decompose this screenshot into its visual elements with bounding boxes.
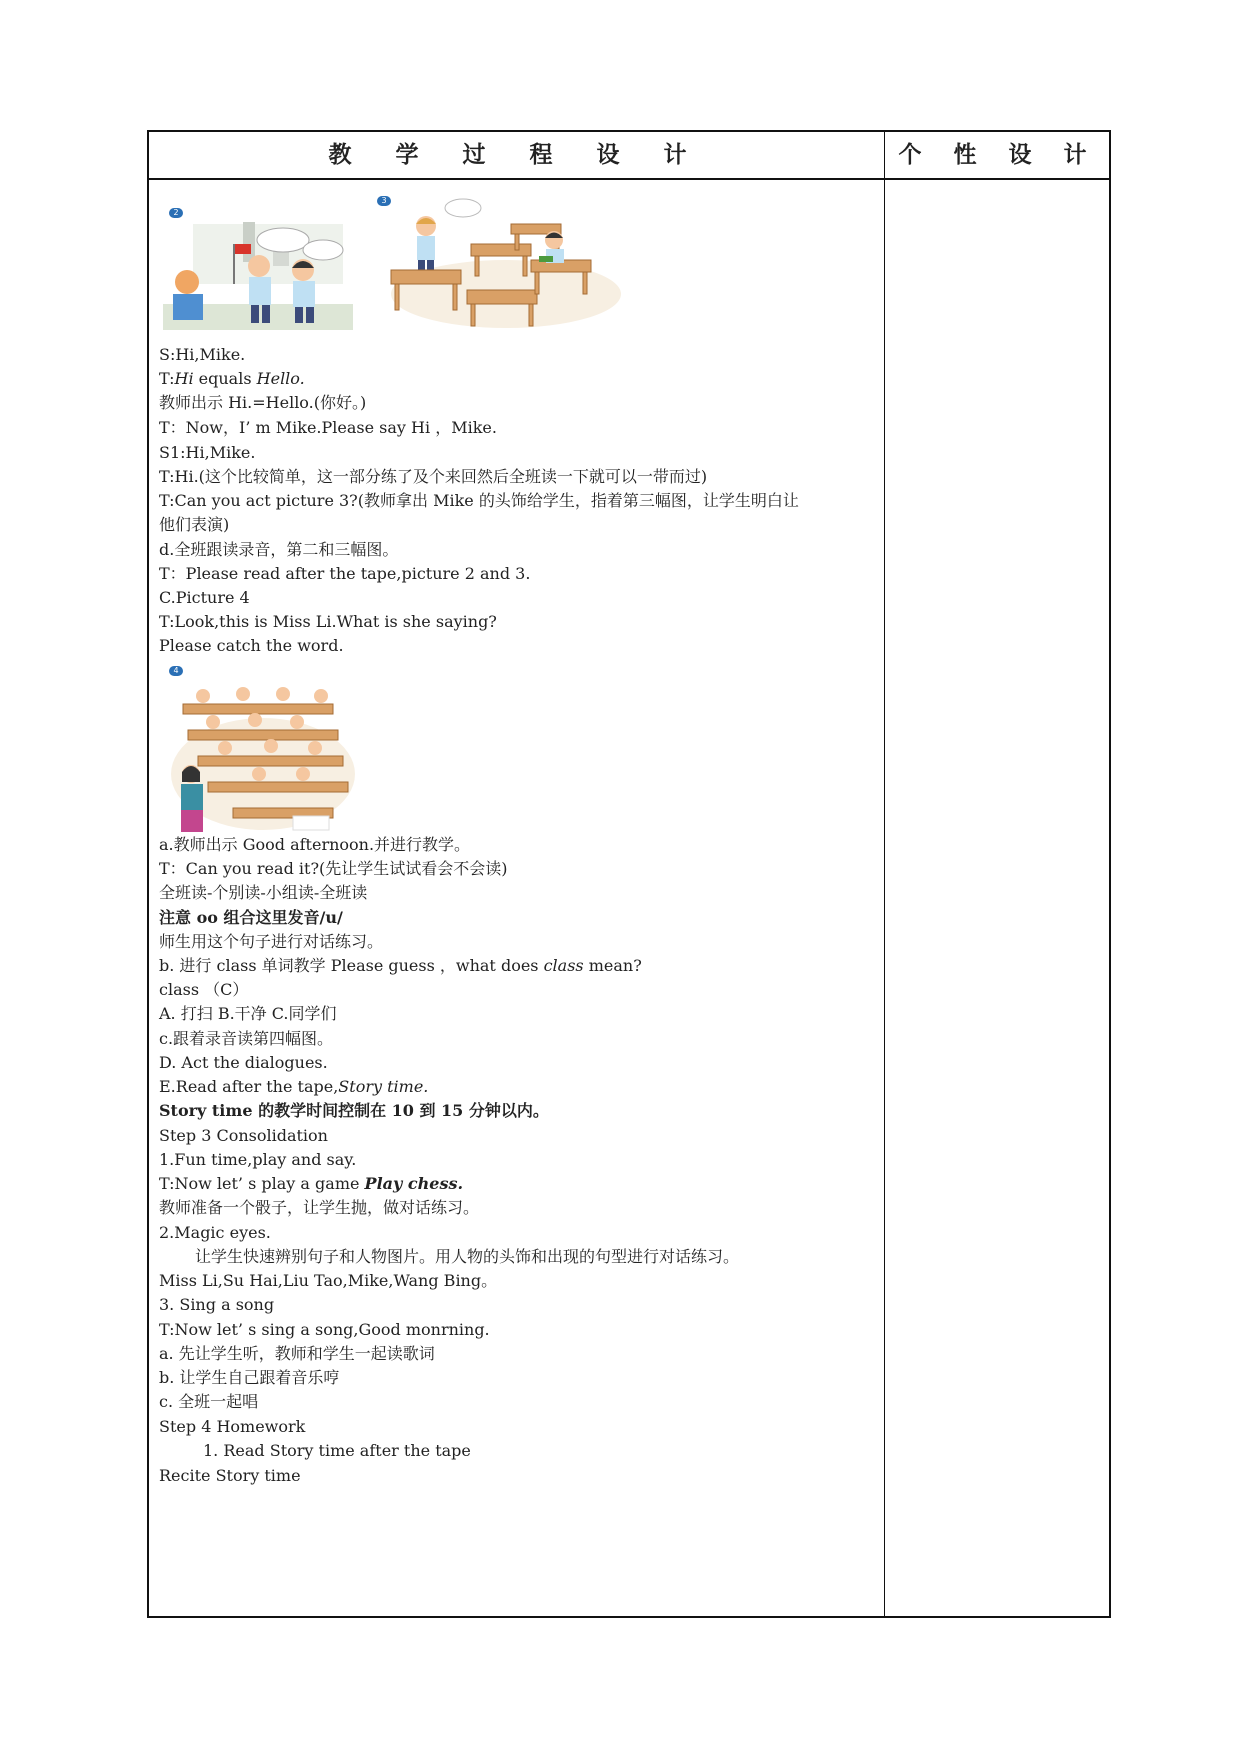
text-line-17: 注意 oo 组合这里发音/u/ [159, 908, 343, 927]
text-line-2 [159, 368, 305, 390]
personal-design-column [886, 180, 1111, 1616]
text-line-7: T:Can you act picture 3?(教师拿出 Mike 的头饰给学生，指着第三幅图，让学生明白让 [159, 491, 799, 510]
text-segment: T: [159, 369, 175, 388]
text-line-37: c. 全班一起唱 [159, 1392, 259, 1411]
text-segment-bold-italic: Play chess. [364, 1174, 464, 1193]
text-segment-italic: class [543, 956, 584, 975]
text-line-16: 全班读-个别读-小组读-全班读 [159, 883, 368, 902]
picture-3-illustration [371, 194, 621, 332]
text-line-34: T:Now let’ s sing a song,Good monrning. [159, 1320, 490, 1339]
text-line-33: 3. Sing a song [159, 1295, 275, 1314]
picture-3-badge: 3 [377, 196, 391, 206]
text-segment: T:Now let’ s play a game [159, 1174, 365, 1193]
text-segment: E.Read after the tape, [159, 1077, 339, 1096]
text-line-15: T：Can you read it?(先让学生试试看会不会读) [159, 859, 508, 878]
text-segment: b. 进行 class 单词教学 Please guess ，what does [159, 956, 544, 975]
text-line-11: C.Picture 4 [159, 588, 250, 607]
text-line-35: a. 先让学生听，教师和学生一起读歌词 [159, 1344, 435, 1363]
text-line-28 [159, 1173, 463, 1195]
text-line-10: T：Please read after the tape,picture 2 and 3. [159, 564, 531, 583]
text-line-5: S1:Hi,Mike. [159, 443, 256, 462]
text-line-22: c.跟着录音读第四幅图。 [159, 1029, 334, 1048]
text-segment-italic: Hello. [256, 369, 305, 388]
text-segment: equals [193, 369, 257, 388]
text-line-31: 让学生快速辨别句子和人物图片。用人物的头饰和出现的句型进行对话练习。 [195, 1247, 740, 1266]
text-line-36: b. 让学生自己跟着音乐哼 [159, 1368, 340, 1387]
picture-2-illustration [163, 204, 353, 330]
text-line-40: Recite Story time [159, 1466, 301, 1485]
text-line-13: Please catch the word. [159, 636, 344, 655]
desks-scene-image [371, 194, 621, 332]
text-line-20: class （C） [159, 980, 249, 999]
text-segment-italic: Story time. [338, 1077, 429, 1096]
text-line-8: 他们表演) [159, 515, 230, 534]
text-line-12: T:Look,this is Miss Li.What is she saying? [159, 612, 497, 631]
text-line-25: Story time 的教学时间控制在 10 到 15 分钟以内。 [159, 1101, 549, 1120]
picture-4-badge: 4 [169, 666, 183, 676]
table-header-row [149, 132, 1109, 180]
text-line-24 [159, 1076, 428, 1098]
text-line-18: 师生用这个句子进行对话练习。 [159, 932, 384, 951]
text-line-29: 教师准备一个骰子，让学生抛，做对话练习。 [159, 1198, 480, 1217]
lesson-plan-table [147, 130, 1111, 1618]
picture-4-illustration [163, 664, 355, 840]
text-line-19 [159, 955, 642, 977]
text-line-32: Miss Li,Su Hai,Liu Tao,Mike,Wang Bing。 [159, 1271, 498, 1290]
text-line-21: A. 打扫 B.干净 C.同学们 [159, 1004, 337, 1023]
text-line-38: Step 4 Homework [159, 1417, 306, 1436]
text-line-27: 1.Fun time,play and say. [159, 1150, 357, 1169]
text-line-6: T:Hi.(这个比较简单，这一部分练了及个来回然后全班读一下就可以一带而过) [159, 467, 708, 486]
text-line-23: D. Act the dialogues. [159, 1053, 328, 1072]
picture-2-badge: 2 [169, 208, 183, 218]
text-segment: mean? [583, 956, 642, 975]
text-line-4: T：Now，I’ m Mike.Please say Hi ，Mike. [159, 418, 497, 437]
personal-design-heading: 个 性 设 计 [898, 141, 1099, 168]
teaching-process-heading: 教 学 过 程 设 计 [328, 141, 705, 168]
classroom-teacher-image [163, 664, 355, 840]
text-line-39: 1. Read Story time after the tape [203, 1441, 471, 1460]
greeting-scene-image [163, 204, 353, 330]
column-divider [884, 132, 885, 1616]
text-line-14: a.教师出示 Good afternoon.并进行教学。 [159, 835, 471, 854]
text-line-1: S:Hi,Mike. [159, 345, 246, 364]
text-line-3: 教师出示 Hi.=Hello.(你好。) [159, 393, 367, 412]
text-line-9: d.全班跟读录音，第二和三幅图。 [159, 540, 399, 559]
text-line-26: Step 3 Consolidation [159, 1126, 328, 1145]
text-line-30: 2.Magic eyes. [159, 1223, 271, 1242]
text-segment-italic: Hi [174, 369, 194, 388]
